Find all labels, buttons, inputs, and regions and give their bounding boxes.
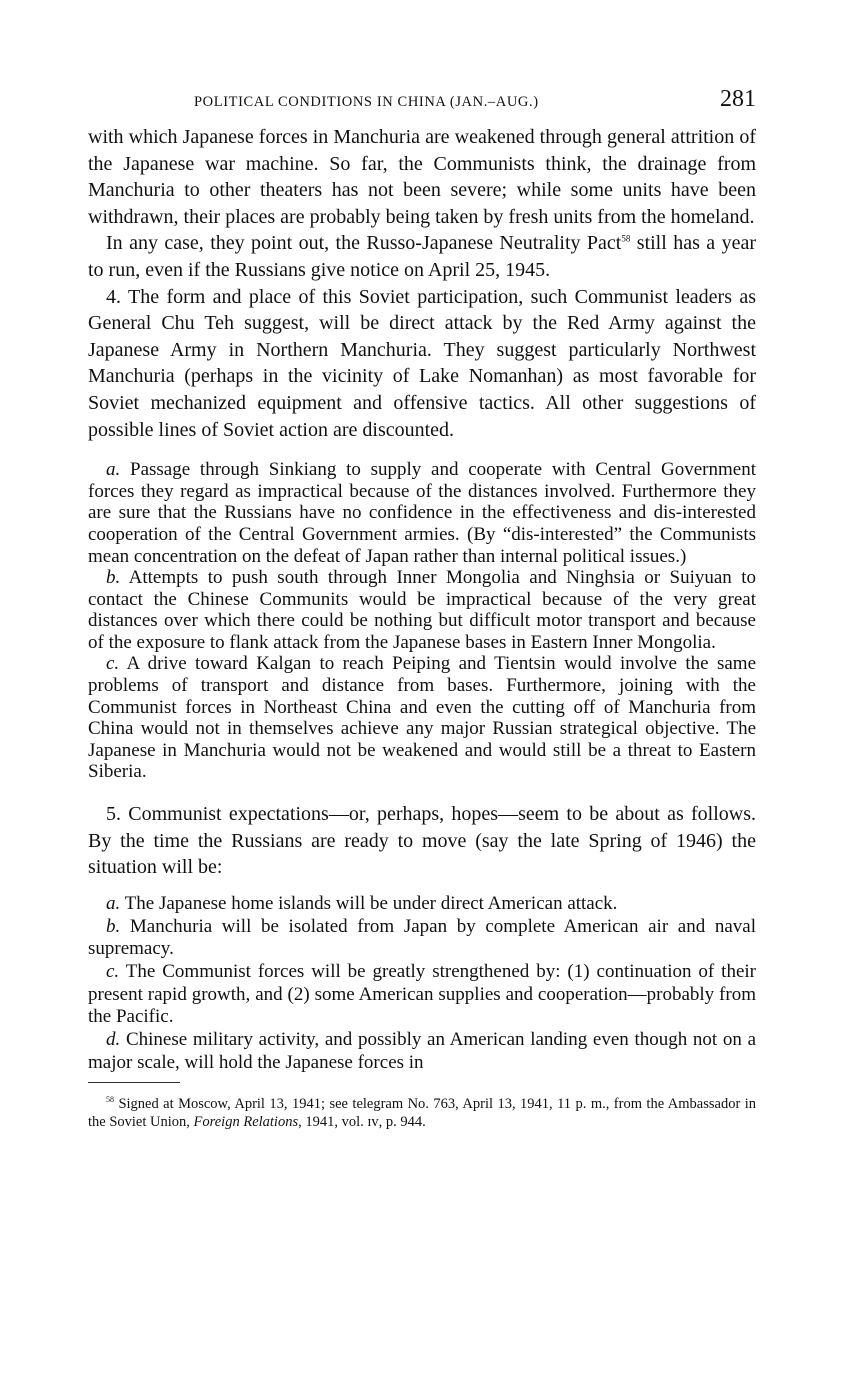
paragraph-point-4: 4. The form and place of this Soviet participation, such Communist leaders as General Chu Teh suggest, will be direct attack by the Red Army against the Japanese Army in Northern Manchuria. They suggest particularly Northwest Manchuria (perhaps in the vicinity of Lake Nomanhan) as most favorable for Soviet mechanized equipment and offensive tactics. All other suggestions of possible lines of Soviet action are discounted. (88, 285, 756, 441)
main-text-2 (88, 801, 756, 881)
footnote-divider (88, 1082, 180, 1083)
list-item (88, 459, 756, 567)
list-item (88, 567, 756, 653)
footnote-text: , 1941, vol. ɪᴠ, p. 944. (298, 1114, 426, 1131)
item-text: Chinese military activity, and possibly an American landing even though not on a major scale, will hold the Japanese forces in (88, 1029, 756, 1073)
item-letter: c. (106, 960, 120, 982)
item-letter: b. (106, 567, 121, 589)
item-text: Attempts to push south through Inner Mongolia and Ninghsia or Suiyuan to contact the Chinese Communits would be impractical because of the very great distances over which there could be nothing but difficult motor transport and because of the exposure to flank attack from the Japanese bases in Eastern Inner Mongolia. (88, 567, 756, 653)
footnote (88, 1095, 756, 1131)
item-text: The Communist forces will be greatly strengthened by: (1) continuation of their present rapid growth, and (2) some American supplies and cooperation—probably from the Pacific. (88, 960, 756, 1028)
footnote-reference[interactable]: 58 (621, 233, 631, 244)
item-letter: d. (106, 1029, 121, 1051)
page-header (88, 84, 756, 124)
item-text: The Japanese home islands will be under direct American attack. (120, 892, 618, 914)
document-page (88, 84, 756, 1131)
footnote-number: 58 (106, 1095, 114, 1105)
item-text: Passage through Sinkiang to supply and cooperate with Central Government forces they regard as impractical because of the distances involved. Furthermore they are sure that the Russians have no confidence in the effectiveness and dis-interested cooperation of the Central Government armies. (By “dis-interested” the Communists mean concentration on the defeat of Japan rather than internal political issues.) (88, 459, 756, 567)
paragraph-point-5: 5. Communist expectations—or, perhaps, hopes—seem to be about as follows. By the time the Russians are ready to move (say the late Spring of 1946) the situation will be: (88, 803, 756, 879)
paragraph-continuation: with which Japanese forces in Manchuria are weakened through general attrition of the Japanese war machine. So far, the Communists think, the drainage from Manchuria to other theaters has not been severe; while some units have been withdrawn, their places are probably being taken by fresh units from the homeland. (88, 126, 756, 228)
item-letter: a. (106, 459, 121, 481)
sub-list-soviet-actions (88, 459, 756, 783)
list-item (88, 1029, 756, 1074)
item-letter: b. (106, 915, 121, 937)
footnote-publication-title: Foreign Relations (193, 1114, 299, 1131)
paragraph-neutrality-pact (88, 230, 756, 283)
item-text: Manchuria will be isolated from Japan by complete American air and naval supremacy. (88, 915, 756, 960)
paragraph-text: still has a year to run, even if the Russians give notice on April 25, 1945. (88, 232, 756, 281)
list-item (88, 961, 756, 1029)
item-letter: c. (106, 653, 120, 675)
item-text: A drive toward Kalgan to reach Peiping and Tientsin would involve the same problems of transport and distance from bases. Furthermore, joining with the Communist forces in Northeast China and even the cutting off of Manchuria from China would not in themselves achieve any major Russian strategical objective. The Japanese in Manchuria would not be weakened and would still be a threat to Eastern Siberia. (88, 653, 756, 783)
main-text (88, 124, 756, 443)
running-title: POLITICAL CONDITIONS IN CHINA (JAN.–AUG.) (194, 94, 539, 110)
list-item (88, 653, 756, 783)
page-number: 281 (720, 86, 756, 112)
list-item (88, 916, 756, 961)
paragraph-text: In any case, they point out, the Russo-Japanese Neutrality Pact (106, 232, 622, 255)
footnote-text: Signed at Moscow, April 13, 1941; see telegram No. 763, April 13, 1941, 11 p. m., from the Ambassador in the Soviet Union, (88, 1096, 756, 1131)
sub-list-expectations (88, 893, 756, 1075)
list-item (88, 893, 756, 916)
item-letter: a. (106, 892, 121, 914)
